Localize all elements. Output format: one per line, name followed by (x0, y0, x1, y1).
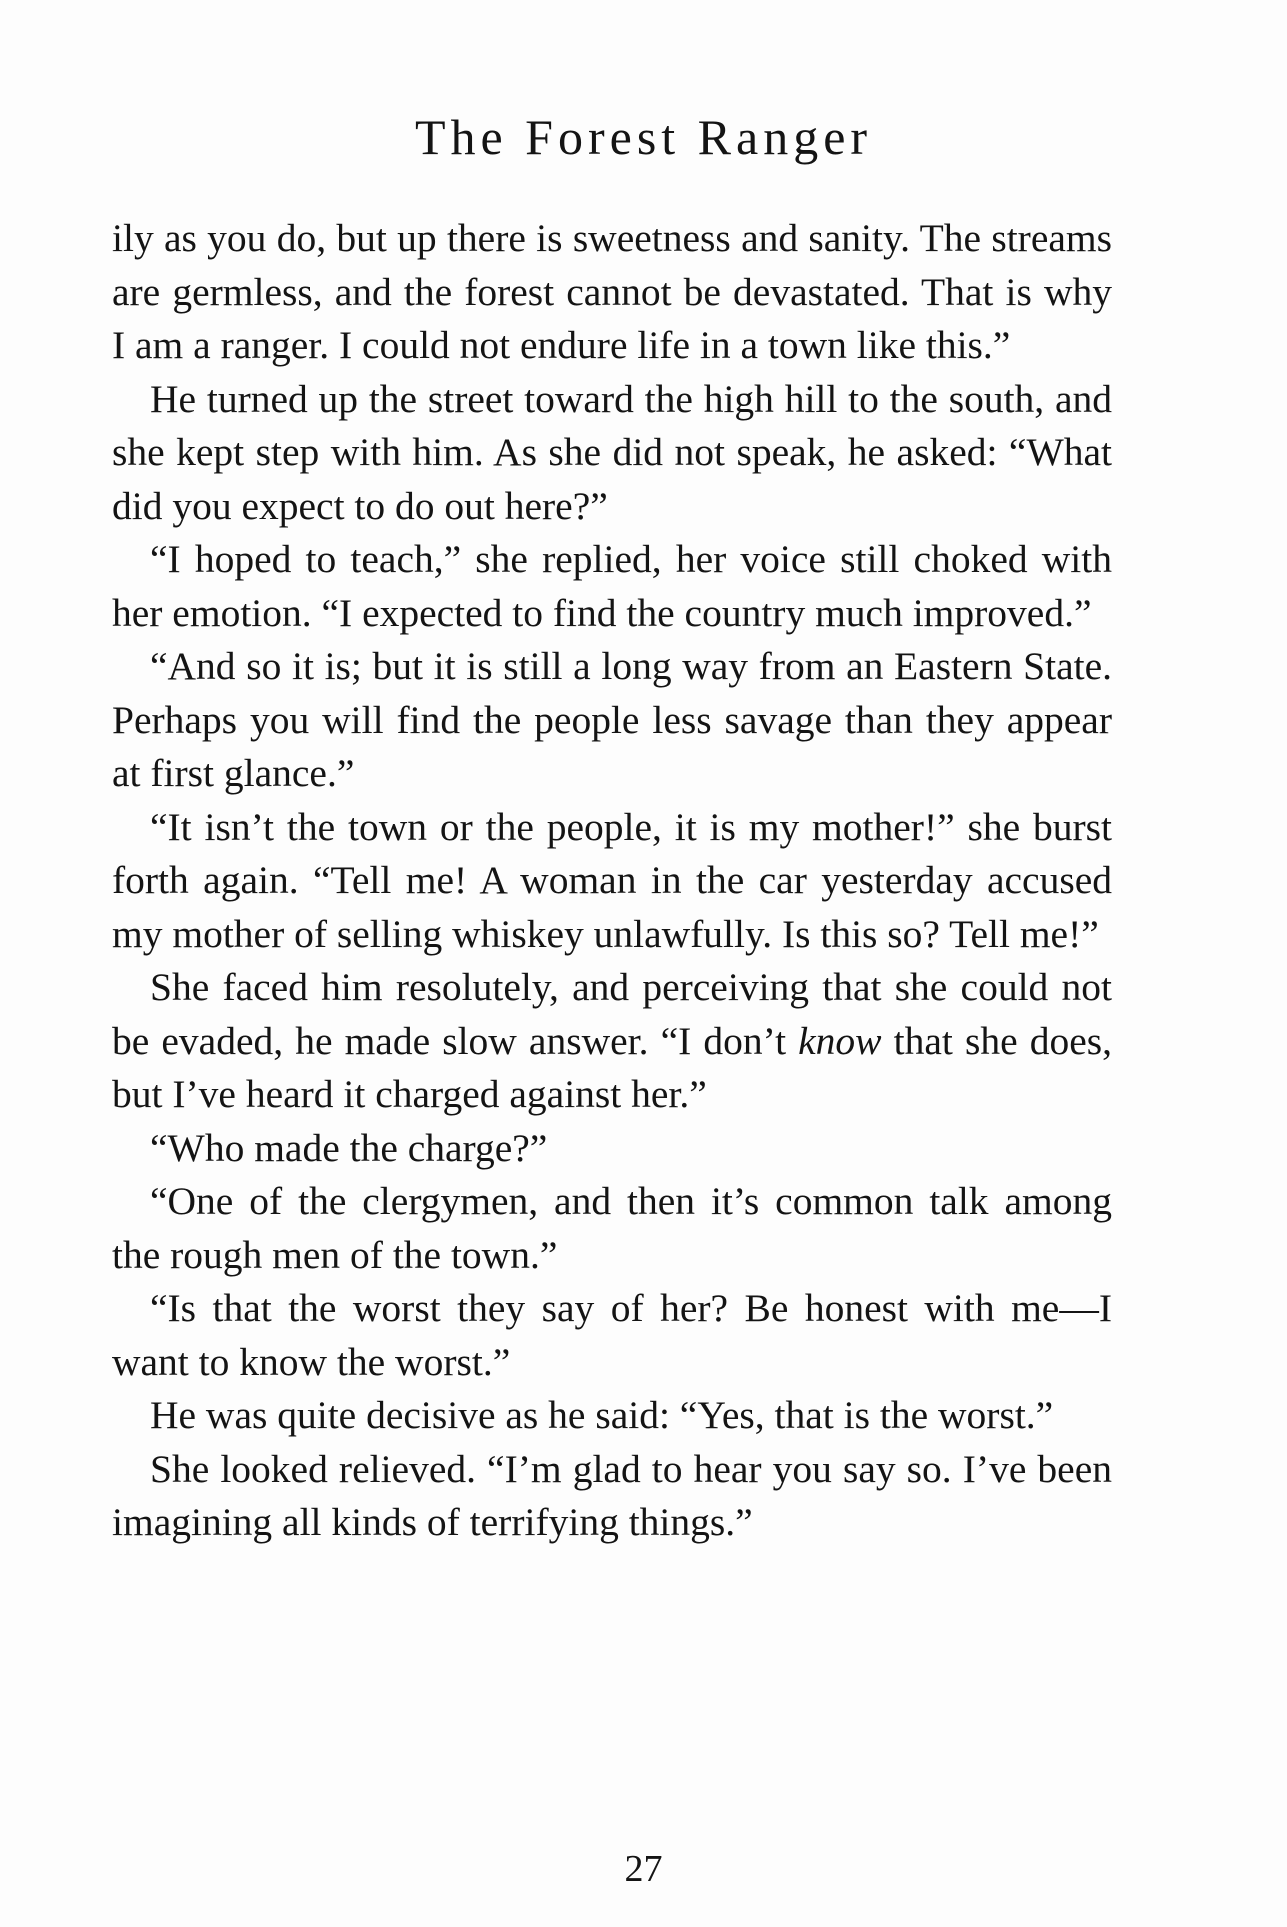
paragraph: “One of the clergymen, and then it’s common talk among the rough men of the town.” (112, 1179, 1112, 1277)
paragraph: “Is that the worst they say of her? Be honest with me—I want to know the worst.” (112, 1286, 1112, 1384)
paragraph: “And so it is; but it is still a long way from an Eastern State. Perhaps you will find the people less savage than they appear at first glance.” (112, 644, 1112, 795)
paragraph: “It isn’t the town or the people, it is my mother!” she burst forth again. “Tell me! A woman in the car yesterday accused my mother of selling whiskey unlawfully. Is this so? Tell me!” (112, 804, 1112, 956)
emphasized-word: know (798, 1018, 882, 1063)
body-text (112, 212, 1112, 1550)
paragraph: He turned up the street toward the high hill to the south, and she kept step with him. As she did not speak, he asked: “What did you expect to do out here?” (112, 376, 1112, 528)
paragraph: “I hoped to teach,” she replied, her voice still choked with her emotion. “I expected to find the country much improved.” (112, 537, 1112, 635)
paragraph-text-before: She faced him resolutely, and perceiving that she could not be evaded, he made slow answer. “I don’t (112, 965, 1112, 1063)
paragraph: He was quite decisive as he said: “Yes, that is the worst.” (150, 1393, 1054, 1437)
paragraph: She looked relieved. “I’m glad to hear you say so. I’ve been imagining all kinds of terrifying things.” (112, 1446, 1112, 1544)
paragraph-text-after: that she does, but I’ve heard it charged against her.” (112, 1018, 1112, 1116)
paragraph-continued: ily as you do, but up there is sweetness and sanity. The streams are germless, and the forest cannot be devastated. That is why I am a ranger. I could not endure life in a town like this.” (112, 216, 1112, 367)
paragraph: “Who made the charge?” (150, 1125, 548, 1170)
running-title: The Forest Ranger (414, 109, 873, 165)
paragraph (112, 961, 1112, 1122)
page-number: 27 (624, 1848, 663, 1890)
